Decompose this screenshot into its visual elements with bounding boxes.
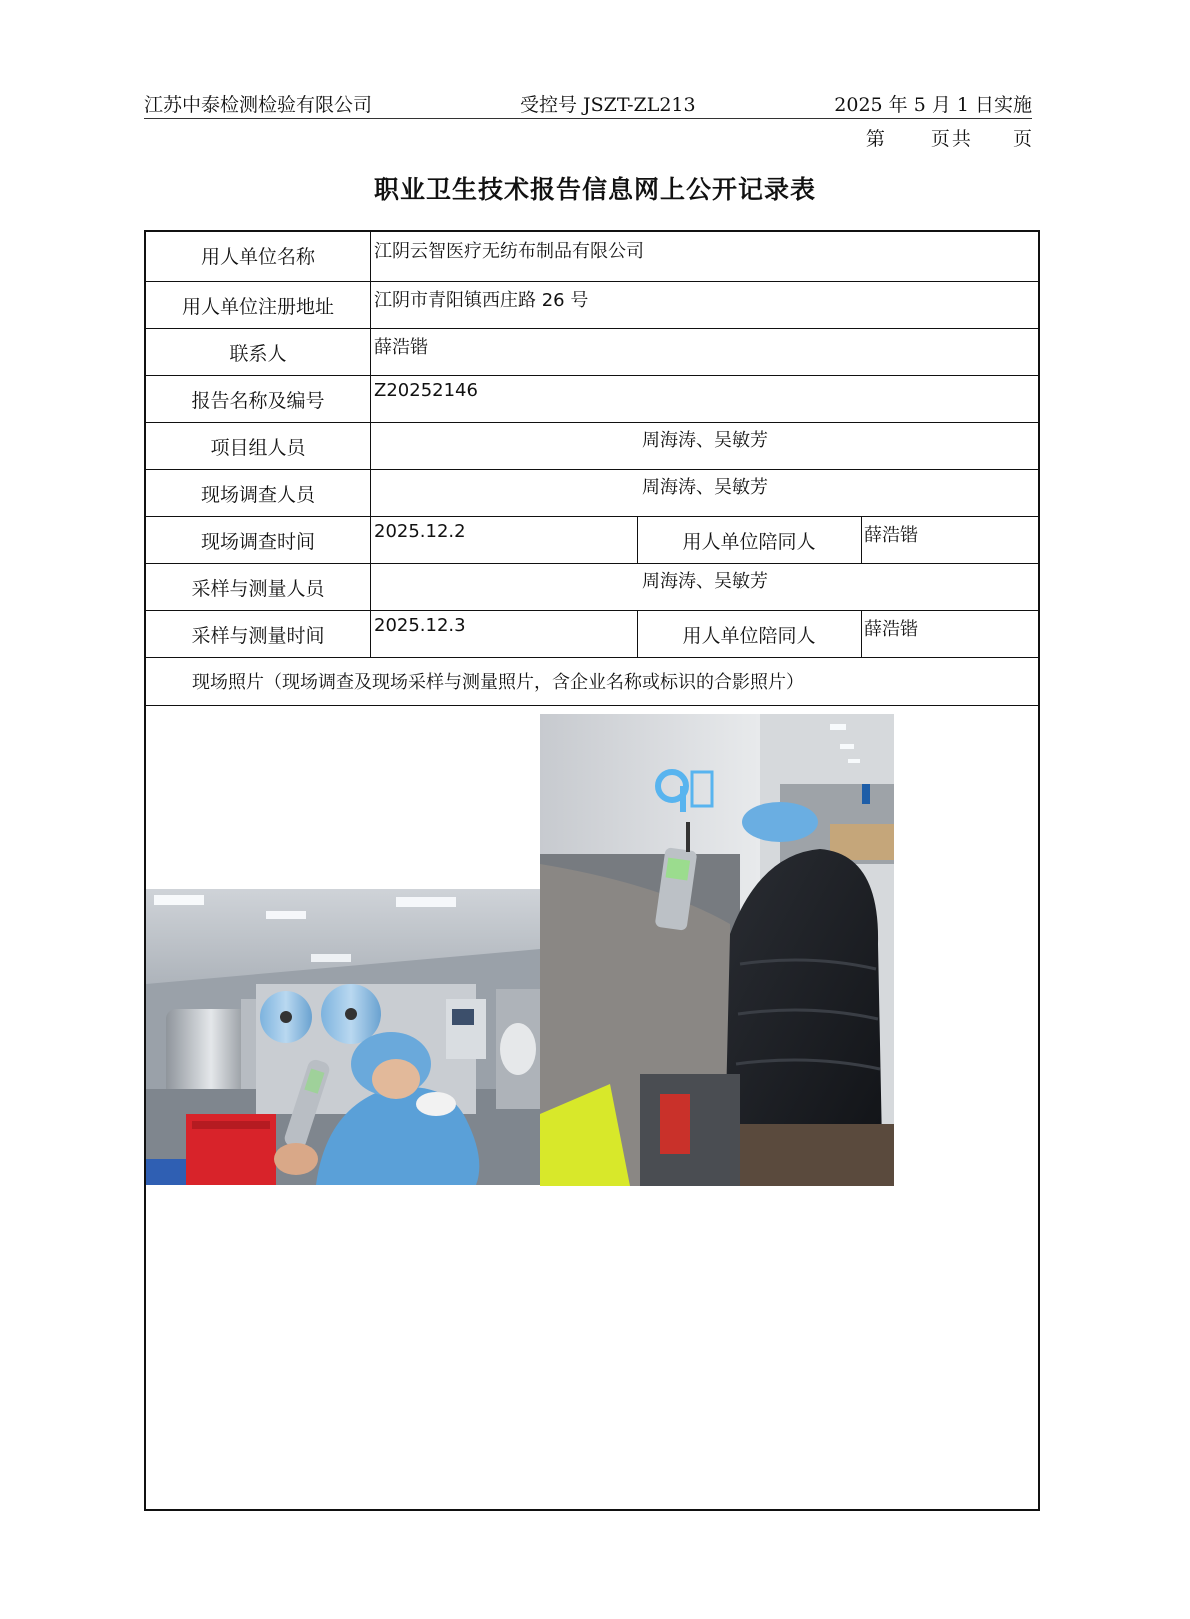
sampling-staff-value: 周海涛、吴敏芳 — [642, 571, 768, 592]
page-number-line — [852, 124, 1034, 151]
site-photo-production-line — [146, 889, 540, 1185]
table-column-rule — [370, 230, 371, 657]
team-value: 周海涛、吴敏芳 — [642, 430, 768, 451]
contact-label: 联系人 — [229, 343, 287, 365]
sampling-time-label: 采样与测量时间 — [191, 625, 325, 647]
photos-section-title: 现场照片（现场调查及现场采样与测量照片，含企业名称或标识的合影照片） — [192, 672, 804, 693]
page-label-1: 第 — [865, 128, 887, 150]
table-column-rule — [861, 610, 862, 657]
sampling-staff-label: 采样与测量人员 — [191, 578, 325, 600]
page-label-2: 页共 — [930, 128, 973, 150]
sampling-time-value: 2025.12.3 — [374, 615, 466, 636]
table-rule — [144, 281, 1040, 282]
report-value: Z20252146 — [374, 380, 478, 401]
unit-address-value: 江阴市青阳镇西庄路 26 号 — [374, 290, 589, 311]
table-rule — [144, 375, 1040, 376]
table-rule — [144, 563, 1040, 564]
sampling-escort-value: 薛浩锴 — [864, 619, 918, 640]
survey-escort-label: 用人单位陪同人 — [682, 531, 816, 553]
page-label-3: 页 — [1012, 128, 1034, 150]
sampling-escort-label: 用人单位陪同人 — [682, 625, 816, 647]
table-rule — [144, 657, 1040, 658]
table-rule — [144, 422, 1040, 423]
team-label: 项目组人员 — [210, 437, 306, 459]
table-rule — [144, 516, 1040, 517]
document-header — [144, 92, 1032, 119]
page-title: 职业卫生技术报告信息网上公开记录表 — [373, 175, 816, 204]
site-photo-logo-measurement — [540, 714, 894, 1186]
contact-value: 薛浩锴 — [374, 337, 428, 358]
logo-measurement-photo-image — [540, 714, 894, 1186]
survey-time-value: 2025.12.2 — [374, 521, 466, 542]
table-column-rule — [861, 516, 862, 563]
unit-name-label: 用人单位名称 — [200, 246, 315, 268]
unit-name-value: 江阴云智医疗无纺布制品有限公司 — [374, 241, 644, 262]
table-rule — [144, 705, 1040, 706]
header-control-number: 受控号 JSZT-ZL213 — [520, 94, 696, 116]
production-line-photo-image — [146, 889, 540, 1185]
table-rule — [144, 610, 1040, 611]
survey-escort-value: 薛浩锴 — [864, 525, 918, 546]
header-company: 江苏中泰检测检验有限公司 — [144, 94, 373, 116]
table-rule — [144, 328, 1040, 329]
survey-time-label: 现场调查时间 — [200, 531, 315, 553]
report-label: 报告名称及编号 — [191, 390, 325, 412]
table-rule — [144, 469, 1040, 470]
survey-staff-value: 周海涛、吴敏芳 — [642, 477, 768, 498]
unit-address-label: 用人单位注册地址 — [181, 296, 334, 318]
survey-staff-label: 现场调查人员 — [200, 484, 315, 506]
header-effective-date: 2025 年 5 月 1 日实施 — [834, 94, 1032, 116]
